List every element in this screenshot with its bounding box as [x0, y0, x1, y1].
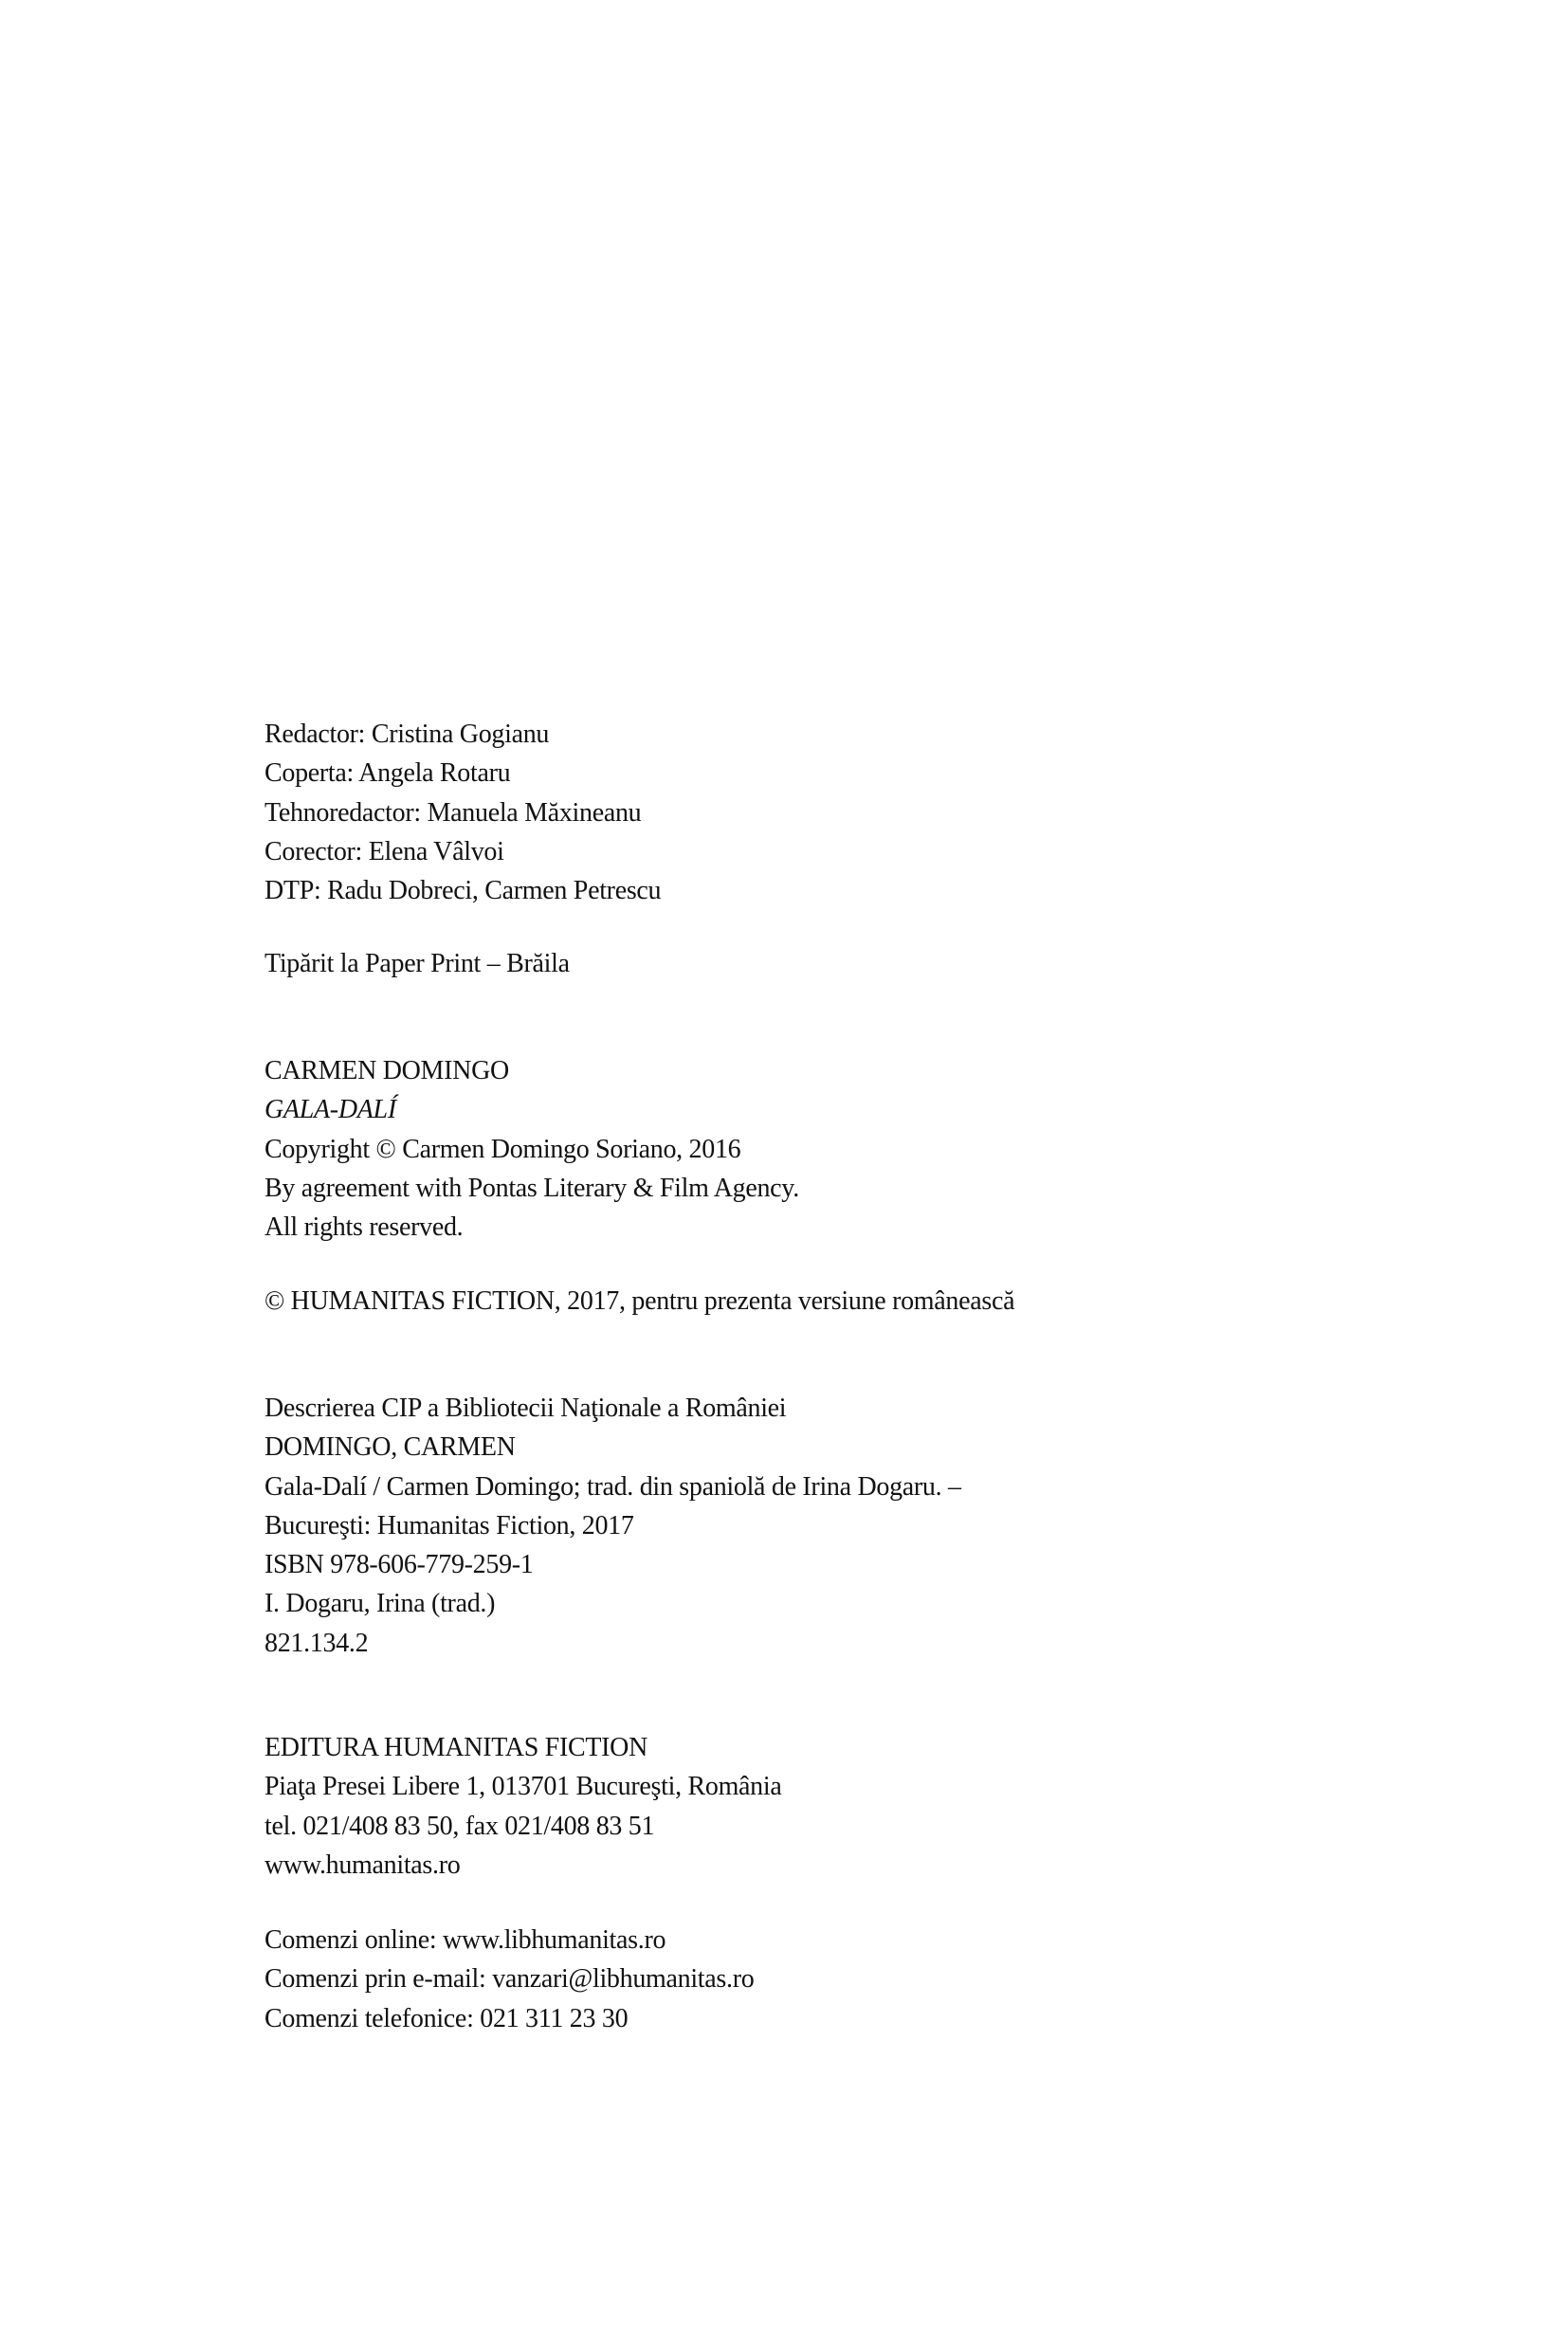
- credit-editor: Redactor: Cristina Gogianu: [264, 720, 550, 749]
- cip-description: [264, 1389, 961, 1663]
- staff-credits: [264, 715, 661, 910]
- agreement: By agreement with Pontas Literary & Film Agency.: [264, 1173, 799, 1203]
- cip-classification: 821.134.2: [264, 1628, 369, 1658]
- publisher-address: Piaţa Presei Libere 1, 013701 Bucureşti, România: [264, 1772, 782, 1802]
- printer-line: Tipărit la Paper Print – Brăila: [264, 949, 570, 978]
- cip-line: I. Dogaru, Irina (trad.): [264, 1589, 496, 1619]
- orders-info: [264, 1921, 754, 2038]
- publisher-phone: tel. 021/408 83 50, fax 021/408 83 51: [264, 1811, 655, 1841]
- credit-dtp: DTP: Radu Dobreci, Carmen Petrescu: [264, 876, 662, 906]
- orders-email: Comenzi prin e-mail: vanzari@libhumanitas.ro: [264, 1964, 755, 1995]
- publisher-website: www.humanitas.ro: [264, 1850, 461, 1880]
- edition-copyright: [264, 1282, 1014, 1321]
- credit-proofreader: Corector: Elena Vâlvoi: [264, 836, 504, 866]
- original-edition: [264, 1051, 799, 1247]
- publisher-info: [264, 1728, 781, 1885]
- credit-cover: Coperta: Angela Rotaru: [264, 758, 511, 789]
- cip-line: Descrierea CIP a Bibliotecii Naţionale a României: [264, 1394, 787, 1423]
- original-copyright: Copyright © Carmen Domingo Soriano, 2016: [264, 1134, 741, 1164]
- cip-line: Bucureşti: Humanitas Fiction, 2017: [264, 1510, 634, 1540]
- cip-line: Gala-Dalí / Carmen Domingo; trad. din spaniolă de Irina Dogaru. –: [264, 1471, 961, 1502]
- cip-line: DOMINGO, CARMEN: [264, 1432, 516, 1463]
- orders-phone: Comenzi telefonice: 021 311 23 30: [264, 2003, 629, 2033]
- credit-technical-editor: Tehnoredactor: Manuela Măxineanu: [264, 797, 642, 828]
- original-title: GALA-DALÍ: [264, 1095, 396, 1125]
- rights: All rights reserved.: [264, 1212, 464, 1243]
- orders-online: Comenzi online: www.libhumanitas.ro: [264, 1925, 666, 1955]
- publisher-name: EDITURA HUMANITAS FICTION: [264, 1733, 648, 1762]
- cip-isbn: ISBN 978-606-779-259-1: [264, 1550, 534, 1580]
- printer-info: [264, 944, 570, 983]
- author: CARMEN DOMINGO: [264, 1056, 509, 1085]
- edition-copyright-line: © HUMANITAS FICTION, 2017, pentru prezenta versiune românească: [264, 1286, 1015, 1316]
